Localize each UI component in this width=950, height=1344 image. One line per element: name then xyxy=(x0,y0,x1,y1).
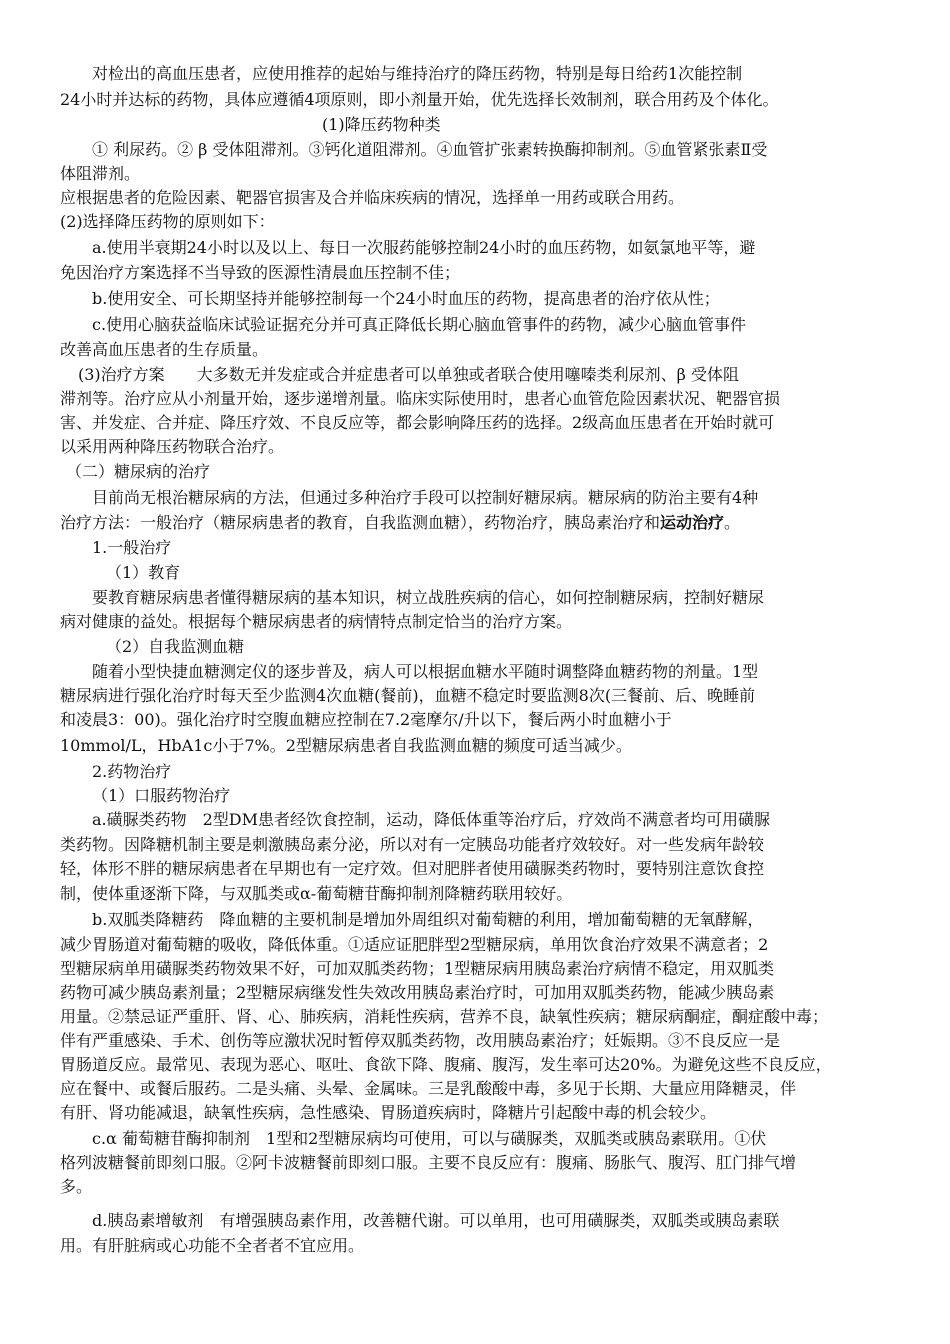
paragraph-line xyxy=(60,684,755,708)
paragraph-line xyxy=(60,610,572,634)
text-line: 害、并发症、合并症、降压疗效、不良反应等，都会影响降压药的选择。2级高血压患者在开始时就可 xyxy=(60,413,775,432)
paragraph-line xyxy=(60,1234,364,1258)
text-line: 以采用两种降压药物联合治疗。 xyxy=(60,437,285,456)
paragraph-line xyxy=(60,186,684,210)
text-line: 制，使体重逐渐下降，与双胍类或α-葡萄糖苷酶抑制剂降糖药联用较好。 xyxy=(60,884,573,903)
paragraph-line xyxy=(60,1077,796,1101)
heading-text: （二）糖尿病的治疗 xyxy=(66,462,211,481)
paragraph-line xyxy=(60,435,284,459)
paragraph-line xyxy=(60,1175,92,1199)
paragraph-line xyxy=(60,511,740,535)
paragraph-line xyxy=(60,162,140,186)
paragraph-line xyxy=(60,261,460,285)
section-heading xyxy=(92,760,171,784)
paragraph-line xyxy=(92,1209,779,1233)
paragraph-line xyxy=(60,981,774,1005)
heading-text: （2）自我监测血糖 xyxy=(106,637,245,656)
text-line: c.α 葡萄糖苷酶抑制剂 1型和2型糖尿病均可使用，可以与磺脲类，双胍类或胰岛素联用。①伏 xyxy=(92,1129,767,1148)
text-line: 和凌晨3：00)。强化治疗时空腹血糖应控制在7.2毫摩尔/升以下，餐后两小时血糖小于 xyxy=(60,710,672,729)
text-line: 格列波糖餐前即刻口服。②阿卡波糖餐前即刻口服。主要不良反应有：腹痛、肠胀气、腹泻、肛门排气增 xyxy=(60,1153,797,1172)
paragraph-line xyxy=(60,734,632,758)
text-line: 10mmol/L，HbA1c小于7%。2型糖尿病患者自我监测血糖的频度可适当减少。 xyxy=(60,736,632,755)
section-heading xyxy=(66,460,210,484)
paragraph-line xyxy=(60,1029,780,1053)
paragraph-line xyxy=(60,1101,716,1125)
paragraph-line xyxy=(78,363,739,387)
text-line: 病对健康的益处。根据每个糖尿病患者的病情特点制定恰当的治疗方案。 xyxy=(60,612,573,631)
text-line: 多。 xyxy=(60,1177,93,1196)
section-heading xyxy=(60,210,275,234)
text-line: 糖尿病进行强化治疗时每天至少监测4次血糖(餐前)，血糖不稳定时要监测8次(三餐前、后、晚睡前 xyxy=(60,686,756,705)
section-heading xyxy=(92,536,171,560)
text-line: 类药物。因降糖机制主要是刺激胰岛素分泌，所以对有一定胰岛功能者疗效较好。对一些发病年龄较 xyxy=(60,835,765,854)
text-line: 伴有严重感染、手术、创伤等应激状况时暂停双胍类药物，改用胰岛素治疗；妊娠期。③不良反应一是 xyxy=(60,1031,781,1050)
paragraph-line xyxy=(60,833,764,857)
text-line: 免因治疗方案选择不当导致的医源性清晨血压控制不佳； xyxy=(60,263,461,282)
text-line: 随着小型快捷血糖测定仪的逐步普及，病人可以根据血糖水平随时调整降血糖药物的剂量。1型 xyxy=(92,662,759,681)
heading-text: 1.一般治疗 xyxy=(92,538,172,557)
section-heading xyxy=(92,784,230,808)
text-line: c.使用心脑获益临床试验证据充分并可真正降低长期心脑血管事件的药物，减少心脑血管事件 xyxy=(92,315,747,334)
text-line: 改善高血压患者的生存质量。 xyxy=(60,340,269,359)
heading-text: (1)降压药物种类 xyxy=(322,115,441,134)
text-line: a.磺脲类药物 2型DM患者经饮食控制，运动，降低体重等治疗后，疗效尚不满意者均可用磺脲 xyxy=(92,810,771,829)
text-line: 滞剂等。治疗应从小剂量开始，逐步递增剂量。临床实际使用时，患者心血管危险因素状况、靶器官损 xyxy=(60,389,781,408)
heading-text: 2.药物治疗 xyxy=(92,762,172,781)
text-line: 对检出的高血压患者，应使用推荐的起始与维持治疗的降压药物，特别是每日给药1次能控制 xyxy=(92,64,743,83)
section-heading xyxy=(322,113,441,137)
paragraph-line xyxy=(60,1053,832,1077)
text-line: 轻，体形不胖的糖尿病患者在早期也有一定疗效。但对肥胖者使用磺脲类药物时，要特别注意饮食控 xyxy=(60,859,765,878)
section-heading xyxy=(106,635,244,659)
text-line: 用量。②禁忌证严重肝、肾、心、肺疾病，消耗性疾病，营养不良，缺氧性疾病；糖尿病酮症，酮症酸中毒； xyxy=(60,1007,829,1026)
text-line: a.使用半衰期24小时以及以上、每日一次服药能够控制24小时的血压药物，如氨氯地平等，避 xyxy=(92,238,756,257)
paragraph-line xyxy=(92,236,755,260)
section-heading xyxy=(106,561,180,585)
text-line: 。 xyxy=(724,513,741,532)
text-line: 应根据患者的危险因素、靶器官损害及合并临床疾病的情况，选择单一用药或联合用药。 xyxy=(60,188,685,207)
paragraph-line xyxy=(60,1005,828,1029)
paragraph-line xyxy=(60,708,672,732)
text-line: 要教育糖尿病患者懂得糖尿病的基本知识，树立战胜疾病的信心，如何控制糖尿病，控制好糖尿 xyxy=(92,588,765,607)
paragraph-line xyxy=(60,933,768,957)
heading-text: （1）口服药物治疗 xyxy=(92,786,231,805)
bold-term: 运动治疗 xyxy=(660,513,725,532)
paragraph-line xyxy=(92,313,746,337)
paragraph-line xyxy=(92,908,763,932)
text-line: 24小时并达标的药物，具体应遵循4项原则，即小剂量开始，优先选择长效制剂，联合用药及个体化。 xyxy=(60,90,779,109)
paragraph-line xyxy=(60,882,572,906)
text-line: 体阻滞剂。 xyxy=(60,164,141,183)
text-line: 药物可减少胰岛素剂量；2型糖尿病继发性失效改用胰岛素治疗时，可加用双胍类药物，能减少胰岛素 xyxy=(60,983,775,1002)
text-line: 用。有肝脏病或心功能不全者者不宜应用。 xyxy=(60,1236,365,1255)
text-line: 型糖尿病单用磺脲类药物效果不好，可加双胍类药物；1型糖尿病用胰岛素治疗病情不稳定，用双胍类 xyxy=(60,959,775,978)
paragraph-line xyxy=(60,338,268,362)
paragraph-line xyxy=(60,411,774,435)
paragraph-line xyxy=(92,1127,766,1151)
heading-text: (2)选择降压药物的原则如下： xyxy=(60,212,275,231)
paragraph-line xyxy=(92,287,720,311)
paragraph-line xyxy=(92,62,742,86)
paragraph-line xyxy=(92,586,764,610)
text-line: 减少胃肠道对葡萄糖的吸收，降低体重。①适应证肥胖型2型糖尿病，单用饮食治疗效果不满意者；2 xyxy=(60,935,769,954)
text-line: 应在餐中、或餐后服药。二是头痛、头晕、金属味。三是乳酸酸中毒，多见于长期、大量应用降糖灵，伴 xyxy=(60,1079,797,1098)
text-line: d.胰岛素增敏剂 有增强胰岛素作用，改善糖代谢。可以单用，也可用磺脲类，双胍类或胰岛素联 xyxy=(92,1211,780,1230)
text-line: 胃肠道反应。最常见、表现为恶心、呕吐、食欲下降、腹痛、腹泻，发生率可达20%。为避免这些不良反应， xyxy=(60,1055,832,1074)
paragraph-line xyxy=(60,387,780,411)
paragraph-line xyxy=(60,957,774,981)
text-line: 目前尚无根治糖尿病的方法，但通过多种治疗手段可以控制好糖尿病。糖尿病的防治主要有4种 xyxy=(92,488,759,507)
paragraph-line xyxy=(92,808,770,832)
text-line: 治疗方法：一般治疗（糖尿病患者的教育，自我监测血糖），药物治疗，胰岛素治疗和 xyxy=(60,513,661,532)
paragraph-line xyxy=(92,486,758,510)
heading-text: （1）教育 xyxy=(106,563,181,582)
paragraph-line xyxy=(60,88,779,112)
paragraph-line xyxy=(92,660,758,684)
paragraph-line xyxy=(60,857,764,881)
text-line: b.使用安全、可长期坚持并能够控制每一个24小时血压的药物，提高患者的治疗依从性； xyxy=(92,289,720,308)
text-line: ① 利尿药。② β 受体阻滞剂。③钙化道阻滞剂。④血管扩张素转换酶抑制剂。⑤血管紧张素Ⅱ受 xyxy=(92,140,768,159)
paragraph-line xyxy=(92,138,767,162)
text-line: b.双胍类降糖药 降血糖的主要机制是增加外周组织对葡萄糖的利用，增加葡萄糖的无氧酵解， xyxy=(92,910,764,929)
paragraph-line xyxy=(60,1151,796,1175)
text-line: (3)治疗方案 大多数无并发症或合并症患者可以单独或者联合使用噻嗪类利尿剂、β 受体阻 xyxy=(78,365,740,384)
text-line: 有肝、肾功能减退，缺氧性疾病，急性感染、胃肠道疾病时，降糖片引起酸中毒的机会较少。 xyxy=(60,1103,717,1122)
